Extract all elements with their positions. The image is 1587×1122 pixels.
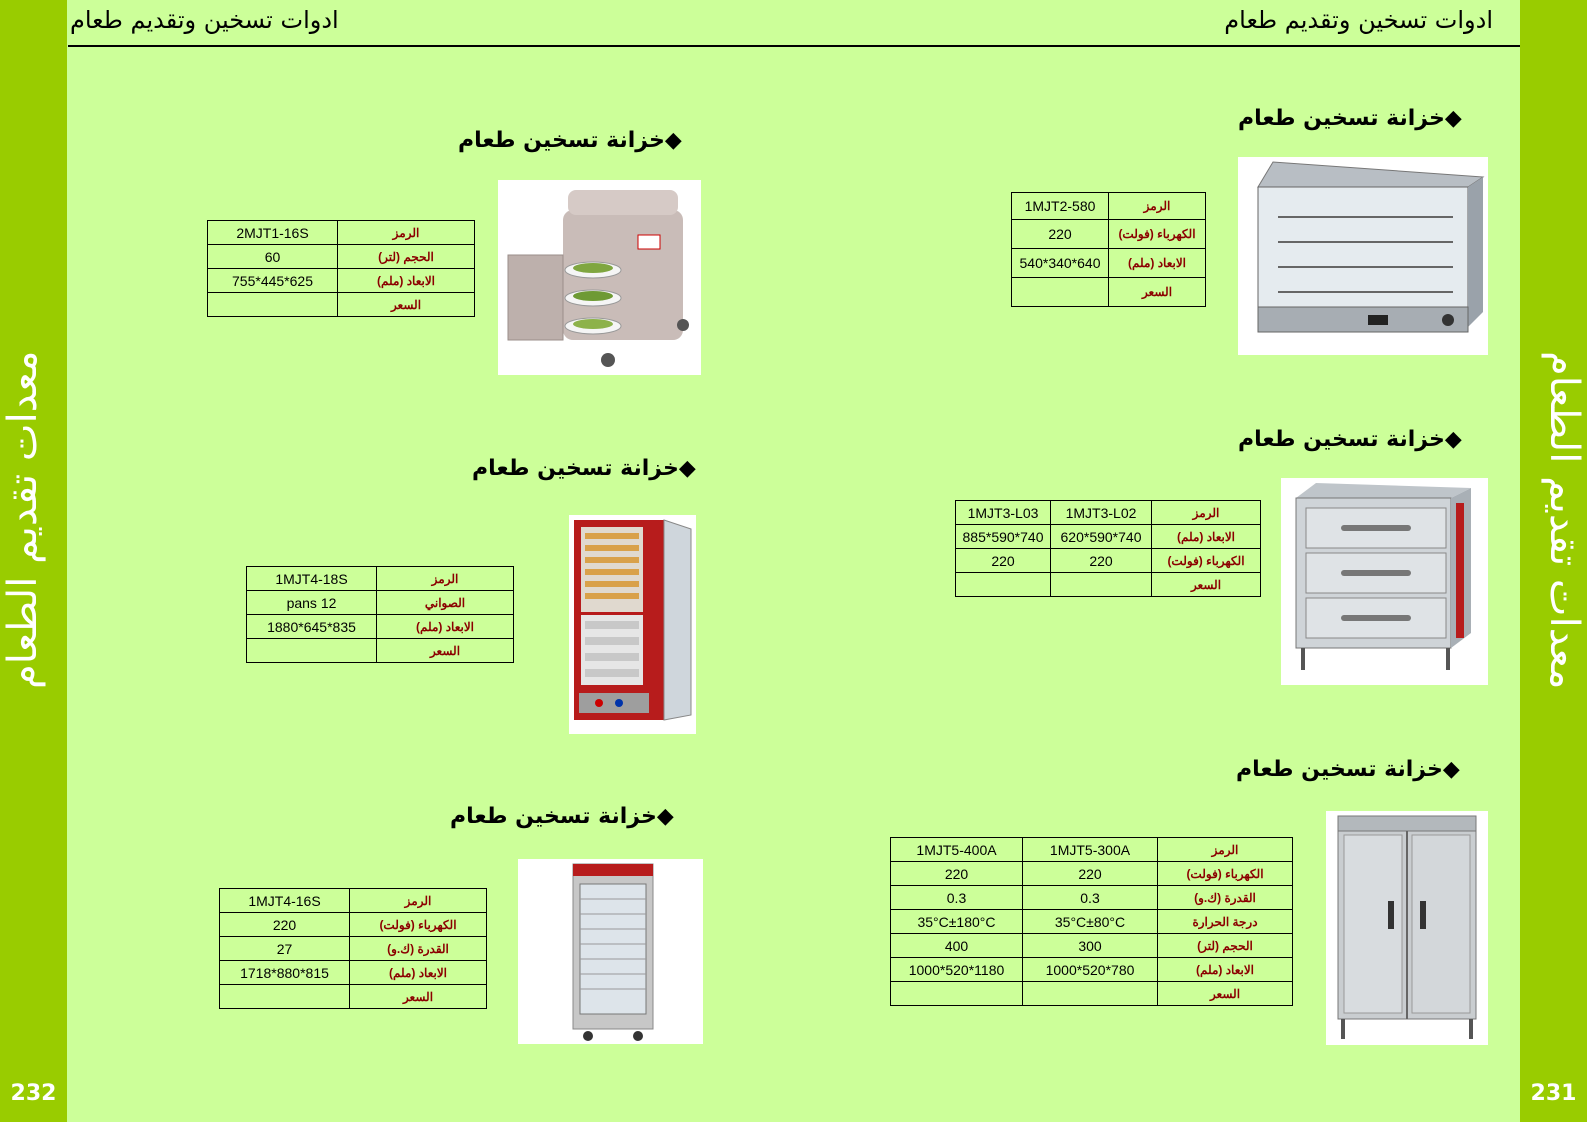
section-title-p5: ◆خزانة تسخين طعام xyxy=(1238,427,1462,452)
table-row: الرمز 2MJT1-16S xyxy=(208,221,475,245)
table-row: السعر xyxy=(1012,278,1206,307)
table-row: الابعاد (ملم) 640*340*540 xyxy=(1012,249,1206,278)
spec-table-p4 xyxy=(1011,192,1206,307)
sidebar-title-left: معدات تقديم الطعام xyxy=(0,350,46,690)
diamond-bullet-icon: ◆ xyxy=(1444,106,1462,131)
spec-table-p1 xyxy=(207,220,475,317)
diamond-bullet-icon: ◆ xyxy=(678,456,696,481)
table-row: الابعاد (ملم) 780*520*1000 1180*520*1000 xyxy=(891,958,1293,982)
page-number-left: 232 xyxy=(10,1081,57,1106)
table-row: الرمز 1MJT5-300A 1MJT5-400A xyxy=(891,838,1293,862)
table-row: السعر xyxy=(247,639,514,663)
product-image-heated-cabinet-glass xyxy=(518,859,703,1044)
table-row: السعر xyxy=(956,573,1261,597)
header-title-right: ادوات تسخين وتقديم طعام xyxy=(1224,6,1493,34)
table-row: الكهرباء (فولت) 220 220 xyxy=(891,862,1293,886)
section-title-p1: ◆خزانة تسخين طعام xyxy=(458,128,682,153)
table-row: الابعاد (ملم) 835*645*1880 xyxy=(247,615,514,639)
product-image-drawer-warmer xyxy=(1281,478,1488,685)
table-row: السعر xyxy=(891,982,1293,1006)
section-title-p2: ◆خزانة تسخين طعام xyxy=(472,456,696,481)
header-title-left: ادوات تسخين وتقديم طعام xyxy=(70,6,339,34)
table-row: السعر xyxy=(208,293,475,317)
table-row: الرمز 1MJT2-580 xyxy=(1012,193,1206,220)
diamond-bullet-icon: ◆ xyxy=(656,804,674,829)
spec-table-p3 xyxy=(219,888,487,1009)
table-row: الرمز 1MJT4-18S xyxy=(247,567,514,591)
table-row: الابعاد (ملم) 740*590*620 740*590*885 xyxy=(956,525,1261,549)
product-image-food-cart xyxy=(498,180,701,375)
product-image-heated-cabinet-tall xyxy=(569,515,696,734)
section-title-p4: ◆خزانة تسخين طعام xyxy=(1238,106,1462,131)
left-sidebar xyxy=(0,0,67,1122)
product-image-upright-cabinet xyxy=(1326,811,1488,1045)
spec-table-p6 xyxy=(890,837,1293,1006)
table-row: الابعاد (ملم) 815*880*1718 xyxy=(220,961,487,985)
diamond-bullet-icon: ◆ xyxy=(664,128,682,153)
table-row: الرمز 1MJT3-L02 1MJT3-L03 xyxy=(956,501,1261,525)
table-row: الحجم (لتر) 60 xyxy=(208,245,475,269)
table-row: الابعاد (ملم) 625*445*755 xyxy=(208,269,475,293)
product-image-display-warmer xyxy=(1238,157,1488,355)
section-title-p6: ◆خزانة تسخين طعام xyxy=(1236,757,1460,782)
right-sidebar xyxy=(1520,0,1587,1122)
table-row: الكهرباء (فولت) 220 xyxy=(220,913,487,937)
table-row: الصواني 12 pans xyxy=(247,591,514,615)
table-row: القدرة (ك.و) 27 xyxy=(220,937,487,961)
spec-table-p5 xyxy=(955,500,1261,597)
table-row: الرمز 1MJT4-16S xyxy=(220,889,487,913)
table-row: الكهرباء (فولت) 220 xyxy=(1012,220,1206,249)
table-row: القدرة (ك.و) 0.3 0.3 xyxy=(891,886,1293,910)
header-divider xyxy=(68,45,1520,47)
diamond-bullet-icon: ◆ xyxy=(1442,757,1460,782)
table-row: السعر xyxy=(220,985,487,1009)
section-title-p3: ◆خزانة تسخين طعام xyxy=(450,804,674,829)
spec-table-p2 xyxy=(246,566,514,663)
diamond-bullet-icon: ◆ xyxy=(1444,427,1462,452)
table-row: الحجم (لتر) 300 400 xyxy=(891,934,1293,958)
table-row: الكهرباء (فولت) 220 220 xyxy=(956,549,1261,573)
page-number-right: 231 xyxy=(1530,1081,1577,1106)
table-row: درجة الحرارة 35°C±80°C 35°C±180°C xyxy=(891,910,1293,934)
sidebar-title-right: معدات تقديم الطعام xyxy=(1541,350,1587,690)
